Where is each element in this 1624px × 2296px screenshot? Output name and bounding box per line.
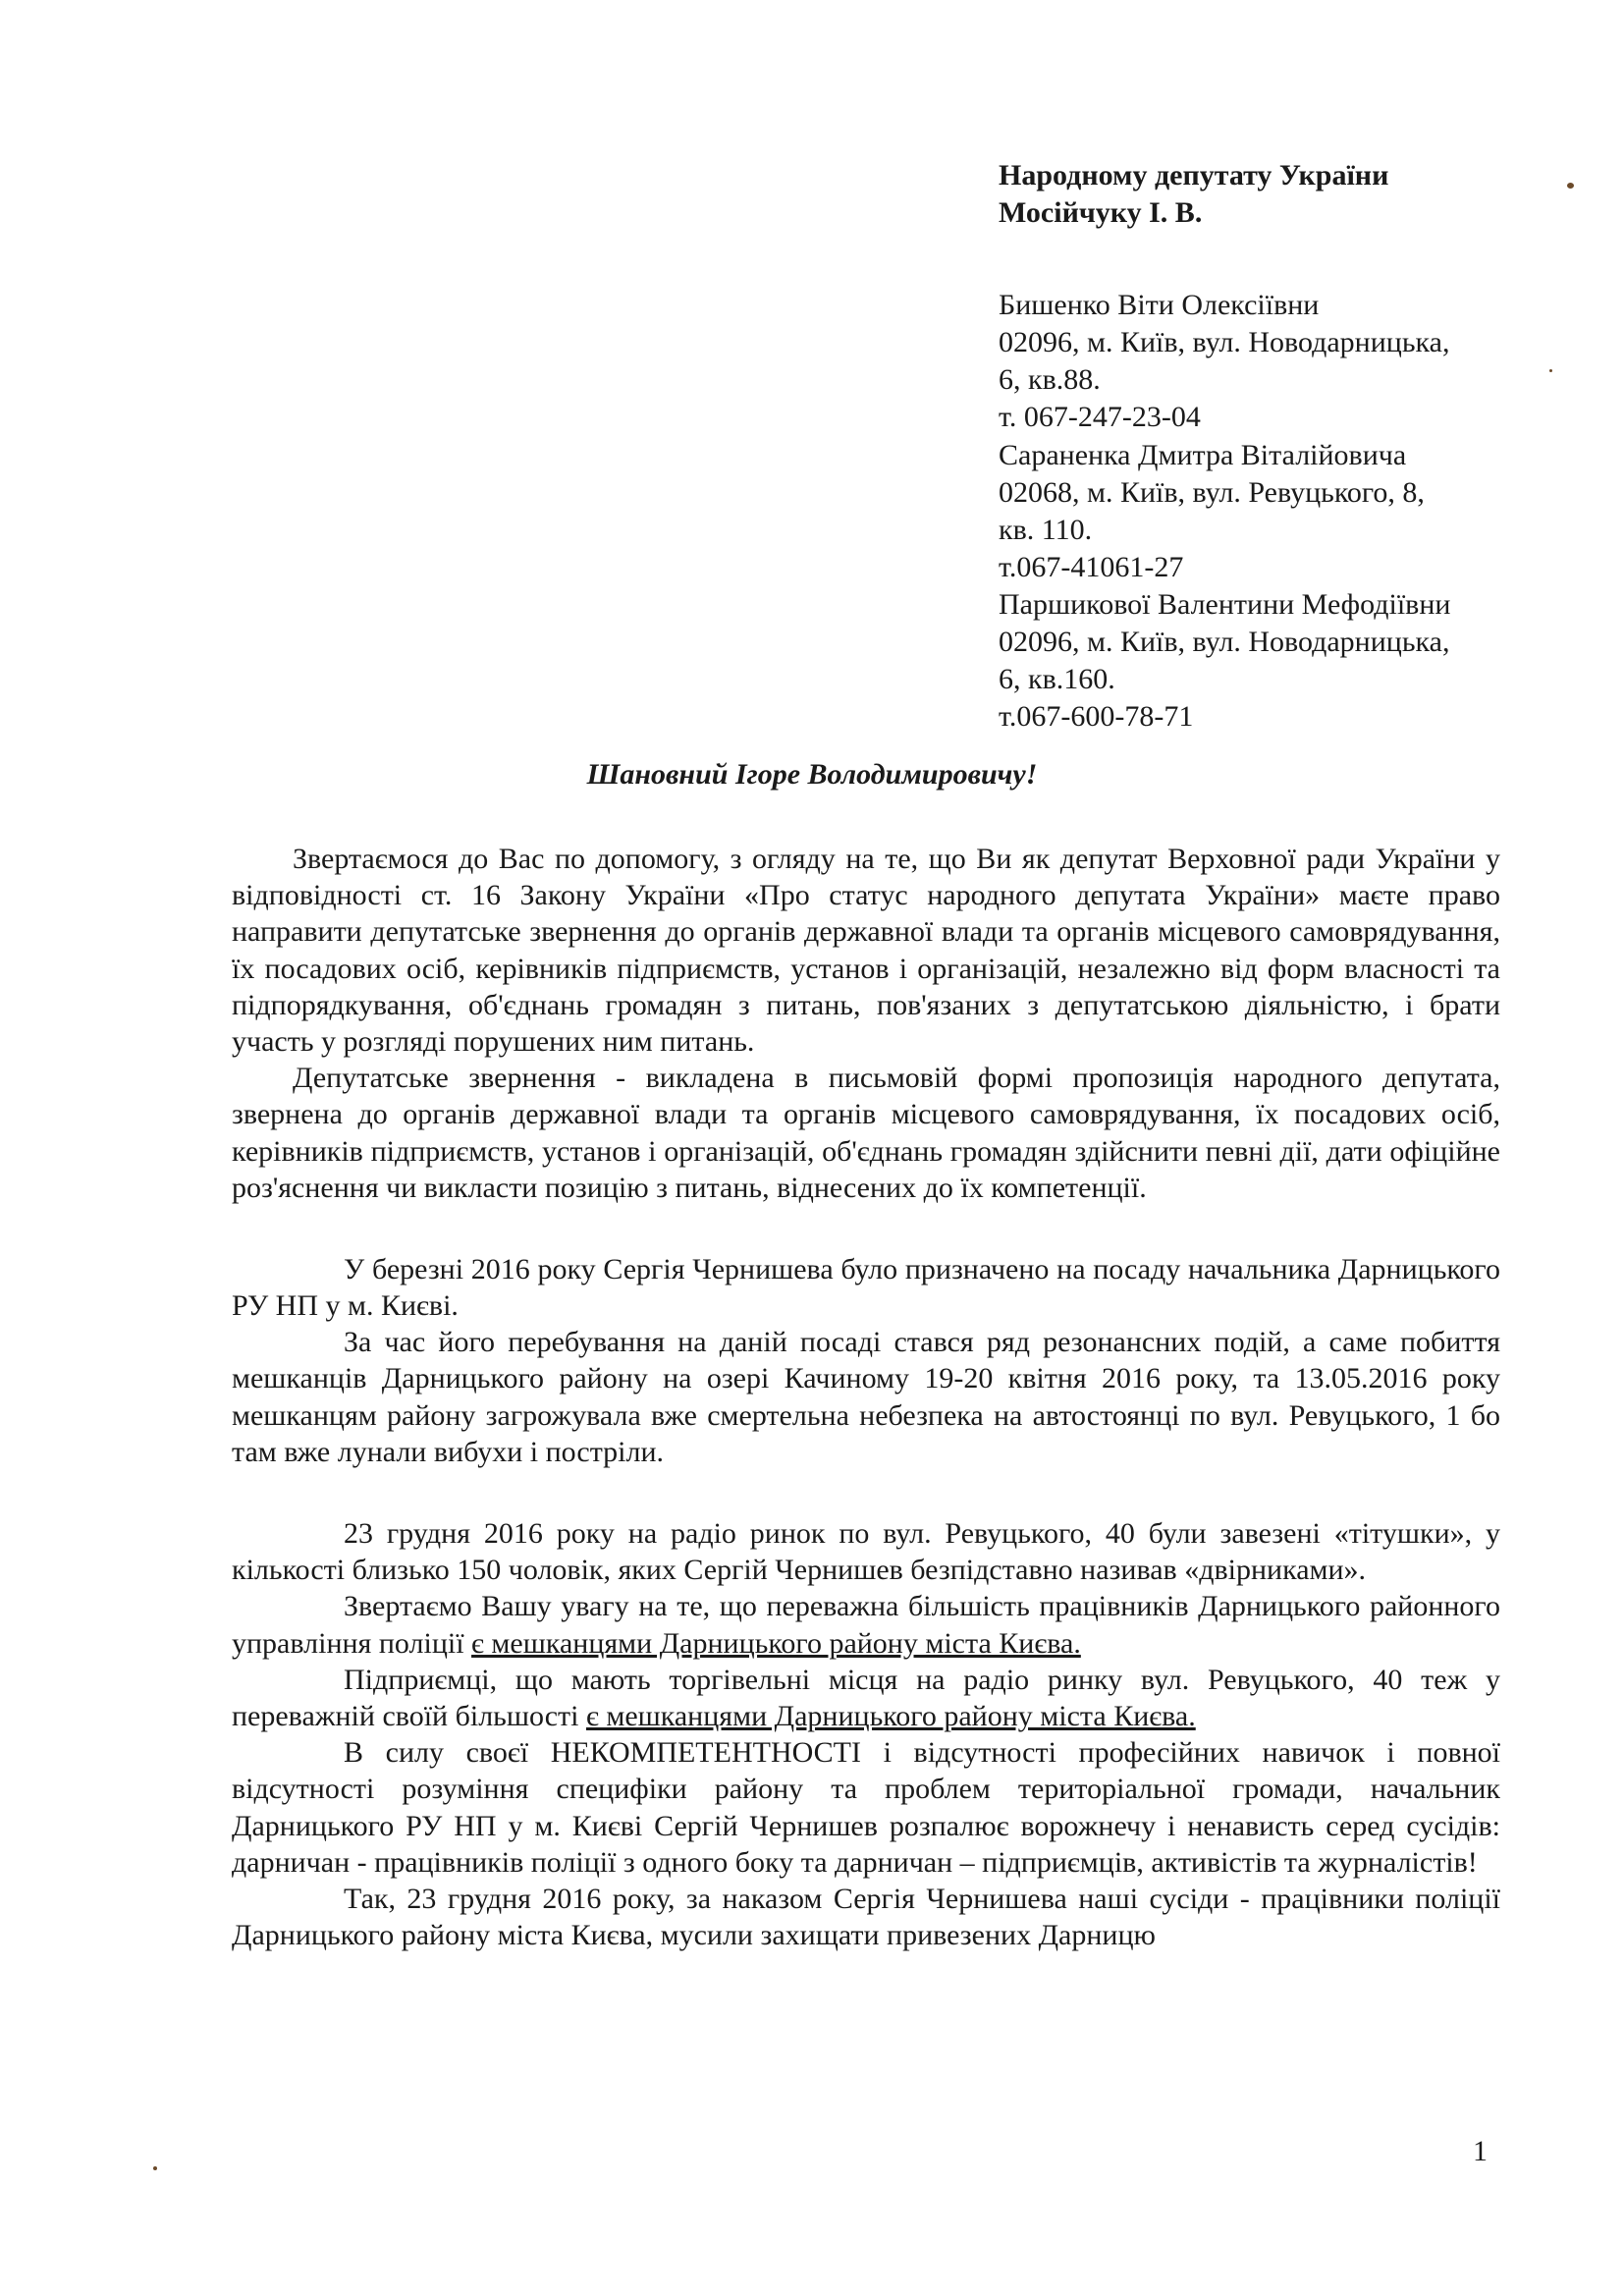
paragraph: У березні 2016 року Сергія Чернишева було призначено на посаду начальника Дарницького РУ НП у м. Києві. — [232, 1252, 1500, 1323]
addressee-title: Народному депутату України — [999, 159, 1389, 191]
paragraph: 23 грудня 2016 року на радіо ринок по вул. Ревуцького, 40 були завезені «тітушки», у кількості близько 150 чоловік, яких Сергій Чернишев безпідставно називав «двірниками». — [232, 1517, 1500, 1587]
paragraph: Депутатське звернення - викладена в письмовій формі пропозиція народного депутата, звернена до органів державної влади та органів місцевого самоврядування, їх посадових осіб, керівників підприємств, установ і організацій, об'єднань громадян здійснити певні дії, дати офіційне роз'яснення чи викласти позицію з питань, віднесених до їх компетенції. — [232, 1062, 1500, 1204]
sender-line: Сараненка Дмитра Віталійовича — [999, 438, 1407, 471]
paragraph: За час його перебування на даній посаді стався ряд резонансних подій, а саме побиття мешканців Дарницького району на озері Качиному 19-20 квітня 2016 року, та 13.05.2016 року мешканцям району загрожувала вже смертельна небезпека на автостоянці по вул. Ревуцького, 1 бо там вже лунали вибухи і постріли. — [232, 1326, 1500, 1468]
salutation: Шановний Ігоре Володимировичу! — [586, 758, 1038, 791]
sender-line: Бишенко Віти Олексіївни — [999, 289, 1320, 322]
page-number: 1 — [1473, 2135, 1488, 2167]
paragraph: Звертаємося до Вас по допомогу, з огляду на те, що Ви як депутат Верховної ради України у відповідності ст. 16 Закону України «Про статус народного депутата України» маєте право направити депутатське звернення до органів державної влади та органів місцевого самоврядування, їх посадових осіб, керівників підприємств, установ і організацій, незалежно від форм власності та підпорядкування, об'єднань громадян з питань, пов'язаних з депутатською діяльністю, і брати участь у розгляді порушених ним питань. — [232, 843, 1500, 1058]
paragraph-text: Підприємці, що мають торгівельні місця на радіо ринку вул. Ревуцького, 40 теж у переважній своїй більшості — [232, 1663, 1500, 1732]
paper-speck — [1549, 369, 1552, 372]
letter-body — [232, 841, 1500, 1953]
sender-line: 6, кв.88. — [999, 363, 1101, 397]
sender-line: т.067-600-78-71 — [999, 700, 1194, 734]
paper-speck — [153, 2166, 157, 2170]
paragraph — [232, 1588, 1500, 1661]
sender-line: 6, кв.160. — [999, 663, 1115, 696]
paragraph-text: Звертаємо Вашу увагу на те, що переважна більшість працівників Дарницького районного управління поліції — [232, 1590, 1500, 1660]
senders-block — [999, 287, 1529, 736]
paragraph: В силу своєї НЕКОМПЕТЕНТНОСТІ і відсутності професійних навичок і повної відсутності розуміння специфіки району та проблем територіальної громади, начальник Дарницького РУ НП у м. Києві Сергій Чернишев розпалює ворожнечу і ненависть серед сусідів: дарничан - працівників поліції з одного боку та дарничан – підприємців, активістів та журналістів! — [232, 1736, 1500, 1879]
underlined-text: є мешканцями Дарницького району міста Києва. — [471, 1626, 1081, 1660]
paragraph: Так, 23 грудня 2016 року, за наказом Сергія Чернишева наші сусіди - працівники поліції Дарницького району міста Києва, мусили захищати привезених Дарницю — [232, 1882, 1500, 1952]
sender-line: Паршикової Валентини Мефодіївни — [999, 587, 1451, 621]
sender-line: 02096, м. Київ, вул. Новодарницька, — [999, 626, 1450, 659]
addressee-name: Мосійчуку І. В. — [999, 196, 1203, 230]
sender-line: т. 067-247-23-04 — [999, 401, 1201, 434]
sender-line: 02068, м. Київ, вул. Ревуцького, 8, — [999, 475, 1425, 509]
sender-line: кв. 110. — [999, 513, 1093, 546]
addressee-block — [999, 157, 1529, 736]
sender-line: т.067-41061-27 — [999, 550, 1184, 583]
paper-speck — [1567, 183, 1574, 189]
underlined-text: є мешканцями Дарницького району міста Києва. — [585, 1699, 1196, 1732]
paragraph — [232, 1662, 1500, 1734]
sender-line: 02096, м. Київ, вул. Новодарницька, — [999, 326, 1450, 359]
